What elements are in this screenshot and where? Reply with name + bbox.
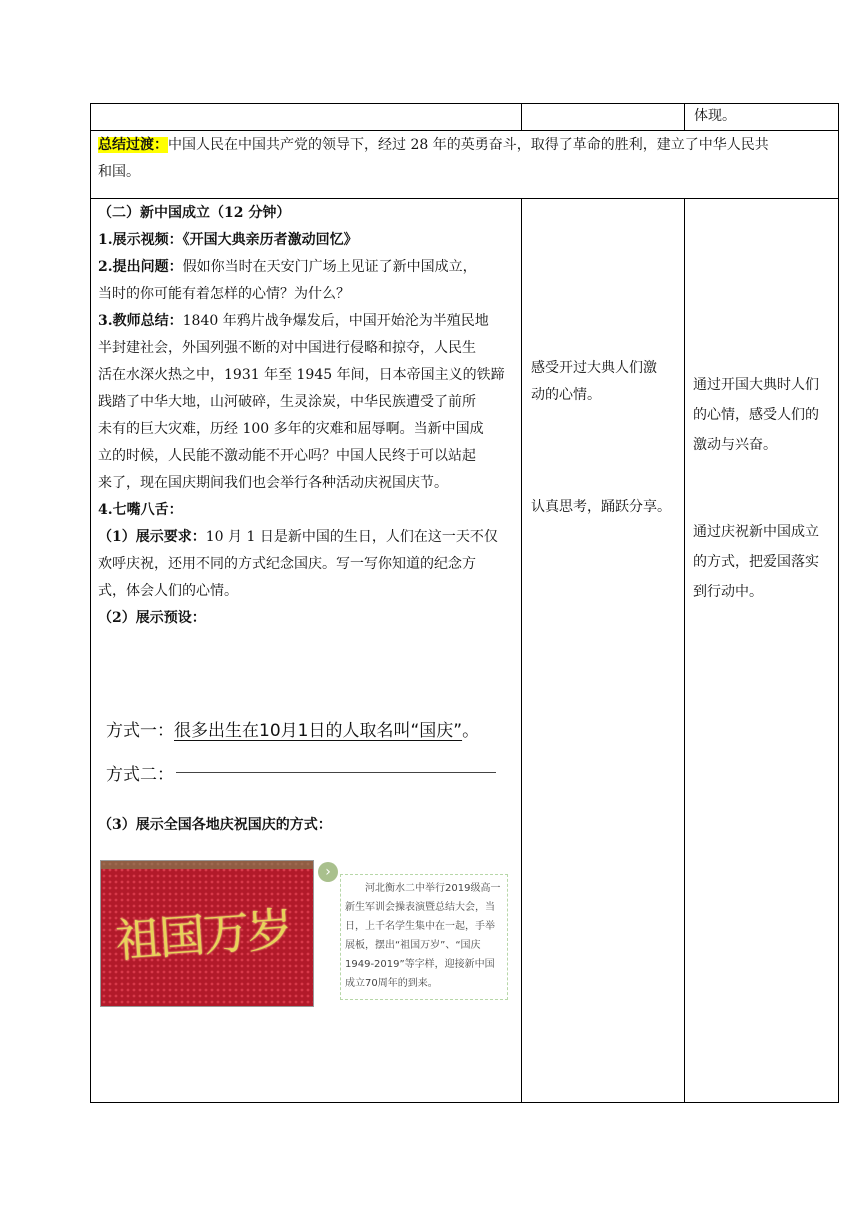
item3-line: 来了，现在国庆期间我们也会举行各种活动庆祝国庆节。	[98, 475, 448, 491]
item3-label: 3.教师总结：	[98, 313, 183, 329]
middle-text2: 认真思考，踊跃分享。	[531, 499, 671, 515]
middle-cell-text1	[531, 355, 681, 409]
summary-cell	[98, 132, 834, 186]
middle-text1-line: 动的心情。	[531, 387, 601, 403]
item3-line1: 1840 年鸦片战争爆发后，中国开始沦为半殖民地	[182, 313, 489, 329]
chevron-right-icon: ›	[318, 862, 338, 882]
table-col-divider	[684, 198, 685, 1103]
right-cell-text2	[693, 517, 835, 607]
way-one-text: 很多出生在10月1日的人取名叫“国庆”	[174, 721, 463, 741]
requirement-line: 欢呼庆祝，还用不同的方式纪念国庆。写一写你知道的纪念方	[98, 556, 476, 572]
table-border-bottom	[90, 1102, 839, 1103]
item3-line: 践踏了中华大地，山河破碎，生灵涂炭，中华民族遭受了前所	[98, 394, 476, 410]
way-one-end: 。	[462, 721, 480, 741]
summary-label: 总结过渡：	[98, 137, 168, 153]
way-two-blank-line	[176, 772, 496, 773]
right-cell-text1	[693, 370, 835, 460]
item2-line2: 当时的你可能有着怎样的心情？为什么？	[98, 286, 350, 302]
top-right-cell-text: 体现。	[694, 108, 736, 124]
item3-line: 立的时候，人民能不激动能不开心吗？中国人民终于可以站起	[98, 448, 476, 464]
middle-text1-line: 感受开过大典人们激	[531, 360, 657, 376]
table-col-divider	[684, 103, 685, 131]
item1-label: 1.展示视频：	[98, 232, 183, 248]
right-text1-line: 激动与兴奋。	[693, 437, 777, 453]
preset-label: （2）展示预设：	[98, 610, 206, 626]
item4-label: 4.七嘴八舌：	[98, 502, 183, 518]
way-two-label: 方式二：	[106, 765, 174, 785]
item3-line: 未有的巨大灾难，历经 100 多年的灾难和屈辱啊。当新中国成	[98, 421, 484, 437]
table-col-divider	[521, 198, 522, 1103]
way-one-label: 方式一：	[106, 721, 174, 741]
way-two	[106, 760, 174, 785]
table-col-divider	[521, 103, 522, 131]
right-text2-line: 通过庆祝新中国成立	[693, 524, 819, 540]
right-text1-line: 通过开国大典时人们	[693, 377, 819, 393]
right-text2-line: 的方式，把爱国落实	[693, 554, 819, 570]
photo-caption: 河北衡水二中举行2019级高一新生军训会操表演暨总结大会，当日，上千名学生集中在一起，手举展板，摆出“祖国万岁”、“国庆1949-2019”等字样，迎接新中国成立70周年的到来。	[340, 874, 508, 1000]
left-content-cell	[98, 200, 518, 632]
celebration-photo	[100, 860, 314, 1007]
table-row-divider	[90, 198, 839, 199]
section-title: （二）新中国成立（12 分钟）	[98, 205, 291, 221]
right-text1-line: 的心情，感受人们的	[693, 407, 819, 423]
item2-label: 2.提出问题：	[98, 259, 183, 275]
requirement-line1: 10 月 1 日是新中国的生日，人们在这一天不仅	[205, 529, 498, 545]
show-label: （3）展示全国各地庆祝国庆的方式：	[98, 817, 332, 833]
requirement-line: 式，体会人们的心情。	[98, 583, 238, 599]
summary-text-line2: 和国。	[98, 164, 140, 180]
requirement-label: （1）展示要求：	[98, 529, 206, 545]
table-border-left	[90, 103, 91, 1103]
table-border-right	[838, 103, 839, 1103]
right-text2-line: 到行动中。	[693, 584, 763, 600]
table-row-divider	[90, 130, 839, 131]
item1-text: 《开国大典亲历者激动回忆》	[182, 232, 358, 248]
item3-line: 半封建社会，外国列强不断的对中国进行侵略和掠夺，人民生	[98, 340, 476, 356]
summary-text-line1: 中国人民在中国共产党的领导下，经过 28 年的英勇奋斗，取得了革命的胜利，建立了中华人民共	[168, 137, 769, 153]
way-one	[106, 716, 479, 741]
photo-slogan: 祖国万岁	[113, 901, 293, 969]
item3-line: 活在水深火热之中，1931 年至 1945 年间，日本帝国主义的铁蹄	[98, 367, 505, 383]
item2-line1: 假如你当时在天安门广场上见证了新中国成立，	[182, 259, 477, 275]
